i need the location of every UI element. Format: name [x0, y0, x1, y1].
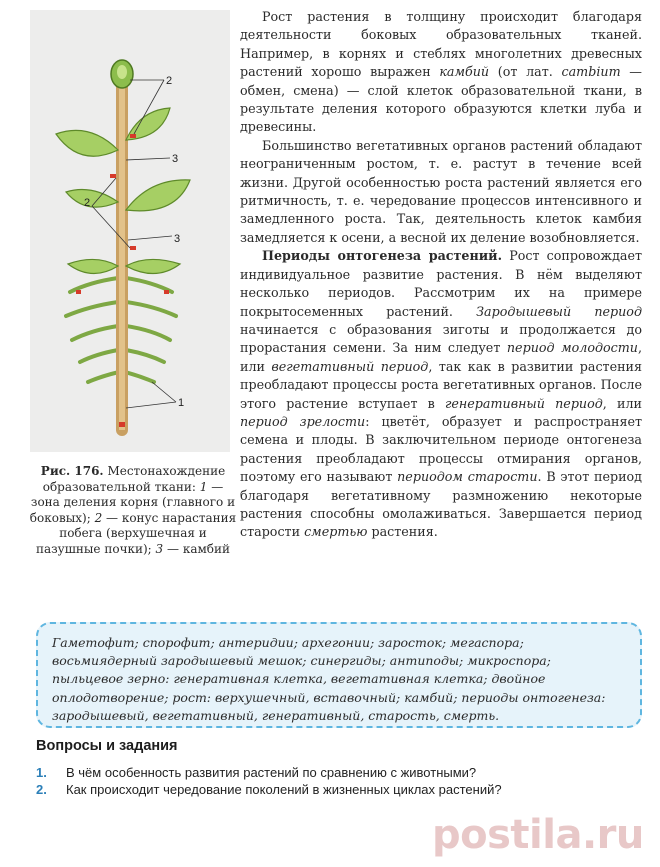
p3-text-h: растения. — [367, 524, 438, 540]
term-starost: периодом старости — [397, 469, 538, 485]
key-terms-text: Гаметофит; спорофит; антеридии; архегонии; заросток; мегаспора; восьмиядерный зародышевый мешок; синергиды; антиподы; микроспора; пыльцевое зерно: генеративная клетка, вегетативная клетка; двойное оплодотворение; рост: верхушечный, вставочный; камбий; периоды онтогенеза: зародышевый, вегетативный, генеративный, старость, смерть. — [52, 635, 606, 723]
p3-text-g: . В этот период благодаря вегетативному размножению некоторые растения способны омолаживаться. Завершается период старости — [240, 469, 642, 540]
question-number: 1. — [36, 765, 47, 780]
figure-caption — [28, 464, 238, 558]
p3-text-c: , или — [240, 340, 642, 374]
caption-title-line1: Местонахождение — [107, 464, 226, 478]
question-text: Как происходит чередование поколений в жизненных циклах растений? — [66, 782, 502, 797]
p1-text-a: Рост растения в толщину происходит благодаря деятельности боковых образовательных тканей. Например, в корнях и стеблях многолетних древесных растений хорошо выражен — [240, 9, 642, 80]
label-3-mid: 3 — [172, 153, 179, 165]
label-3-low: 3 — [174, 233, 181, 245]
p1-text-b: (от лат. — [489, 64, 562, 80]
term-zarodyshevyy: Зародышевый период — [476, 303, 642, 319]
term-cambium-latin: cambium — [561, 64, 621, 80]
paragraph-1 — [240, 8, 642, 137]
p3-text-f: : цветёт, образует и распространяет семена и плоды. В заключительном периоде онтогенеза растения преобладают процессы отмирания органов, поэтому его называют — [240, 413, 643, 485]
figure-176 — [30, 10, 230, 452]
label-2-top: 2 — [166, 75, 173, 87]
question-item — [36, 764, 646, 781]
caption-item3-num: 3 — [155, 541, 164, 556]
questions-heading: Вопросы и задания — [36, 738, 178, 754]
question-number: 2. — [36, 782, 47, 797]
paragraph-3 — [240, 247, 642, 542]
key-terms-box — [36, 622, 642, 728]
p3-text-b: начинается с образования зиготы и продолжается до прорастания семени. За ним следует — [240, 321, 642, 356]
question-text: В чём особенность развития растений по сравнению с животными? — [66, 765, 477, 780]
term-vegetativnyy: вегетативный период — [271, 358, 429, 374]
p1-text-c: — обмен, смена) — слой клеток образовательной ткани, в результате деления которого образуются клетки луба и древесины. — [240, 64, 642, 135]
caption-title-line2: образовательной ткани: — [42, 479, 196, 494]
paragraph-2: Большинство вегетативных органов растений обладают неограниченным ростом, т. е. растут в течение всей жизни. Другой особенностью роста растений является его ритмичность, т. е. чередование процессов интенсивного и замедленного роста. Так, деятельность клеток камбия замедляется к осени, а весной их деление возобновляется. — [240, 137, 642, 245]
label-1: 1 — [178, 397, 185, 409]
p3-text-e: , или — [602, 395, 642, 411]
caption-item1-text: — зона деления корня (главного и боковых); — [29, 479, 236, 525]
caption-item1-num: 1 — [199, 479, 208, 494]
body-text — [240, 8, 642, 542]
caption-item2-num: 2 — [94, 510, 103, 525]
questions-list — [36, 764, 646, 798]
section-heading-ontogenesis: Периоды онтогенеза растений. — [262, 248, 502, 264]
label-2-left: 2 — [84, 197, 91, 209]
apical-bud-core — [117, 65, 127, 79]
term-kambiy: камбий — [439, 64, 490, 80]
caption-item2-text: — конус нарастания побега (верхушечная и пазушные почки); — [35, 510, 237, 556]
plant-illustration — [30, 10, 230, 452]
term-generativnyy: генеративный период — [445, 395, 603, 411]
watermark: postila.ru — [432, 812, 644, 858]
term-smert: смертью — [304, 524, 368, 540]
caption-fig-label: Рис. 176. — [40, 464, 104, 478]
p3-text-d: , так как в развитии растения преобладают процессы роста вегетативных органов. После этого растение вступает в — [240, 358, 642, 411]
p3-text-a: Рост сопровождает индивидуальное развитие растения. В нём выделяют несколько периодов. Рассмотрим их на примере покрытосеменных растений. — [240, 248, 642, 319]
question-item — [36, 781, 646, 798]
term-molodost: период молодости — [506, 340, 638, 356]
term-zrelost: период зрелости — [240, 413, 366, 429]
caption-item3-text: — камбий — [163, 541, 231, 556]
